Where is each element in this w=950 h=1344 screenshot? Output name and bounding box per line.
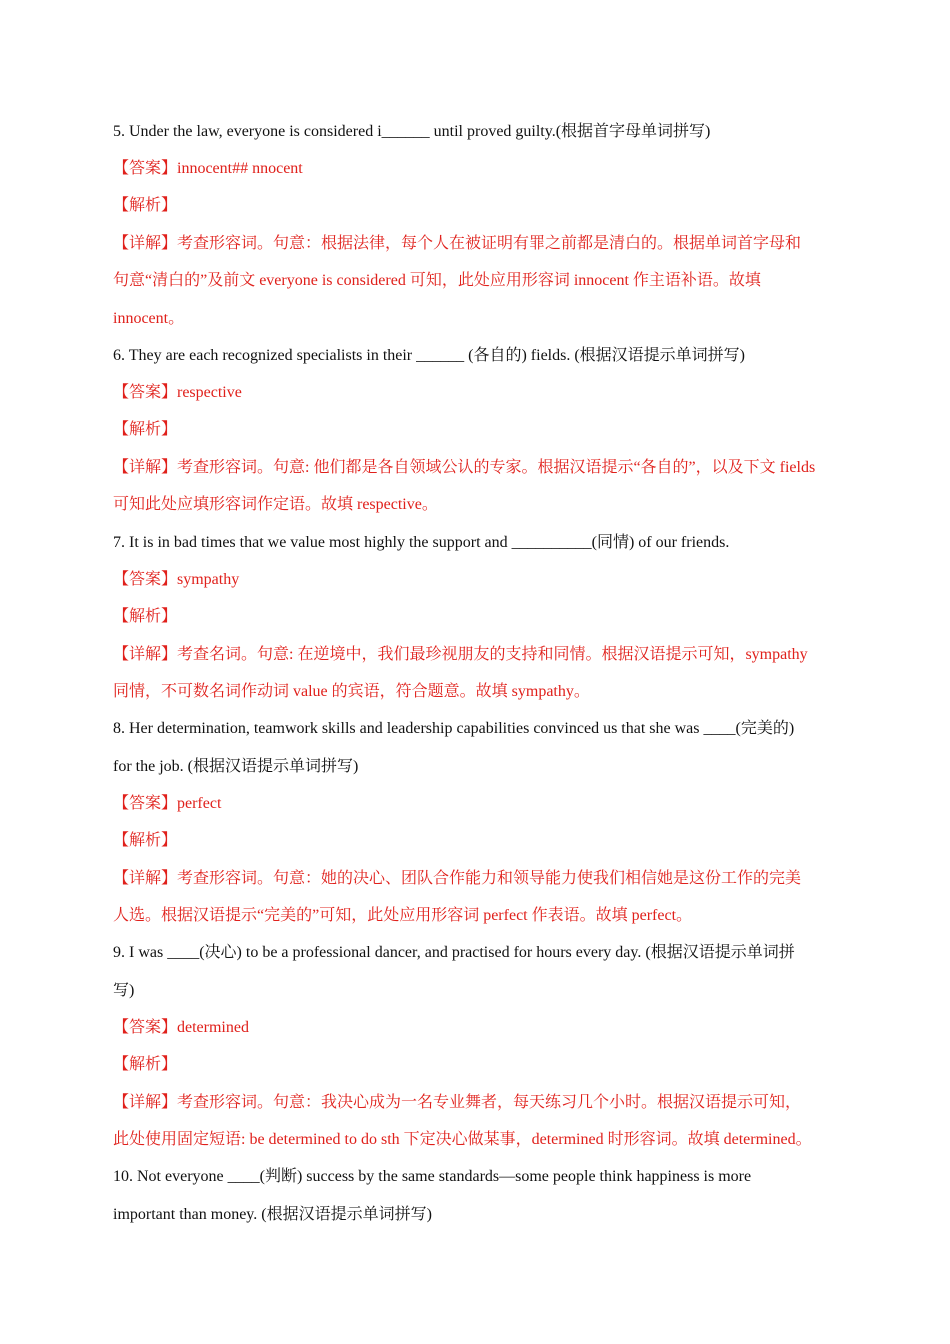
detail-6-line-1: 【详解】考查形容词。句意: 他们都是各自领域公认的专家。根据汉语提示“各自的”，以及下文 fields: [113, 459, 816, 476]
analysis-5-label: 【解析】: [113, 197, 178, 214]
analysis-8-label: 【解析】: [113, 832, 178, 849]
question-9-line-2: 写): [113, 982, 135, 999]
answer-6: 【答案】respective: [113, 384, 242, 401]
detail-9-line-1: 【详解】考查形容词。句意：我决心成为一名专业舞者，每天练习几个小时。根据汉语提示可知，: [113, 1094, 802, 1111]
detail-5-line-2: 句意“清白的”及前文 everyone is considered 可知，此处应用形容词 innocent 作主语补语。故填: [113, 272, 761, 289]
detail-8-line-1: 【详解】考查形容词。句意：她的决心、团队合作能力和领导能力使我们相信她是这份工作的完美: [113, 870, 802, 887]
question-5-line-1: 5. Under the law, everyone is considered i______ until proved guilty.(根据首字母单词拼写): [113, 123, 711, 140]
question-8-line-2: for the job. (根据汉语提示单词拼写): [113, 758, 359, 775]
answer-7: 【答案】sympathy: [113, 571, 240, 588]
analysis-7-label: 【解析】: [113, 608, 178, 625]
detail-7-line-1: 【详解】考查名词。句意: 在逆境中，我们最珍视朋友的支持和同情。根据汉语提示可知，sympathy: [113, 646, 808, 663]
detail-7-line-2: 同情，不可数名词作动词 value 的宾语，符合题意。故填 sympathy。: [113, 683, 590, 700]
question-8-line-1: 8. Her determination, teamwork skills and leadership capabilities convinced us that she was ____(完美的): [113, 720, 795, 737]
question-9-line-1: 9. I was ____(决心) to be a professional dancer, and practised for hours every day. (根据汉语提示单词拼: [113, 944, 795, 961]
question-6-line-1: 6. They are each recognized specialists in their ______ (各自的) fields. (根据汉语提示单词拼写): [113, 347, 745, 364]
question-10-line-2: important than money. (根据汉语提示单词拼写): [113, 1206, 432, 1223]
answer-9: 【答案】determined: [113, 1019, 249, 1036]
analysis-6-label: 【解析】: [113, 421, 178, 438]
detail-8-line-2: 人选。根据汉语提示“完美的”可知，此处应用形容词 perfect 作表语。故填 perfect。: [113, 907, 693, 924]
answer-8: 【答案】perfect: [113, 795, 222, 812]
detail-6-line-2: 可知此处应填形容词作定语。故填 respective。: [113, 496, 438, 513]
analysis-9-label: 【解析】: [113, 1056, 178, 1073]
detail-5-line-3: innocent。: [113, 310, 185, 327]
answer-5: 【答案】innocent## nnocent: [113, 160, 303, 177]
question-10-line-1: 10. Not everyone ____(判断) success by the same standards—some people think happiness is more: [113, 1168, 752, 1185]
question-7-line-1: 7. It is in bad times that we value most highly the support and __________(同情) of our friends.: [113, 534, 730, 551]
detail-5-line-1: 【详解】考查形容词。句意：根据法律，每个人在被证明有罪之前都是清白的。根据单词首字母和: [113, 235, 802, 252]
detail-9-line-2: 此处使用固定短语: be determined to do sth 下定决心做某事，determined 时形容词。故填 determined。: [113, 1131, 812, 1148]
